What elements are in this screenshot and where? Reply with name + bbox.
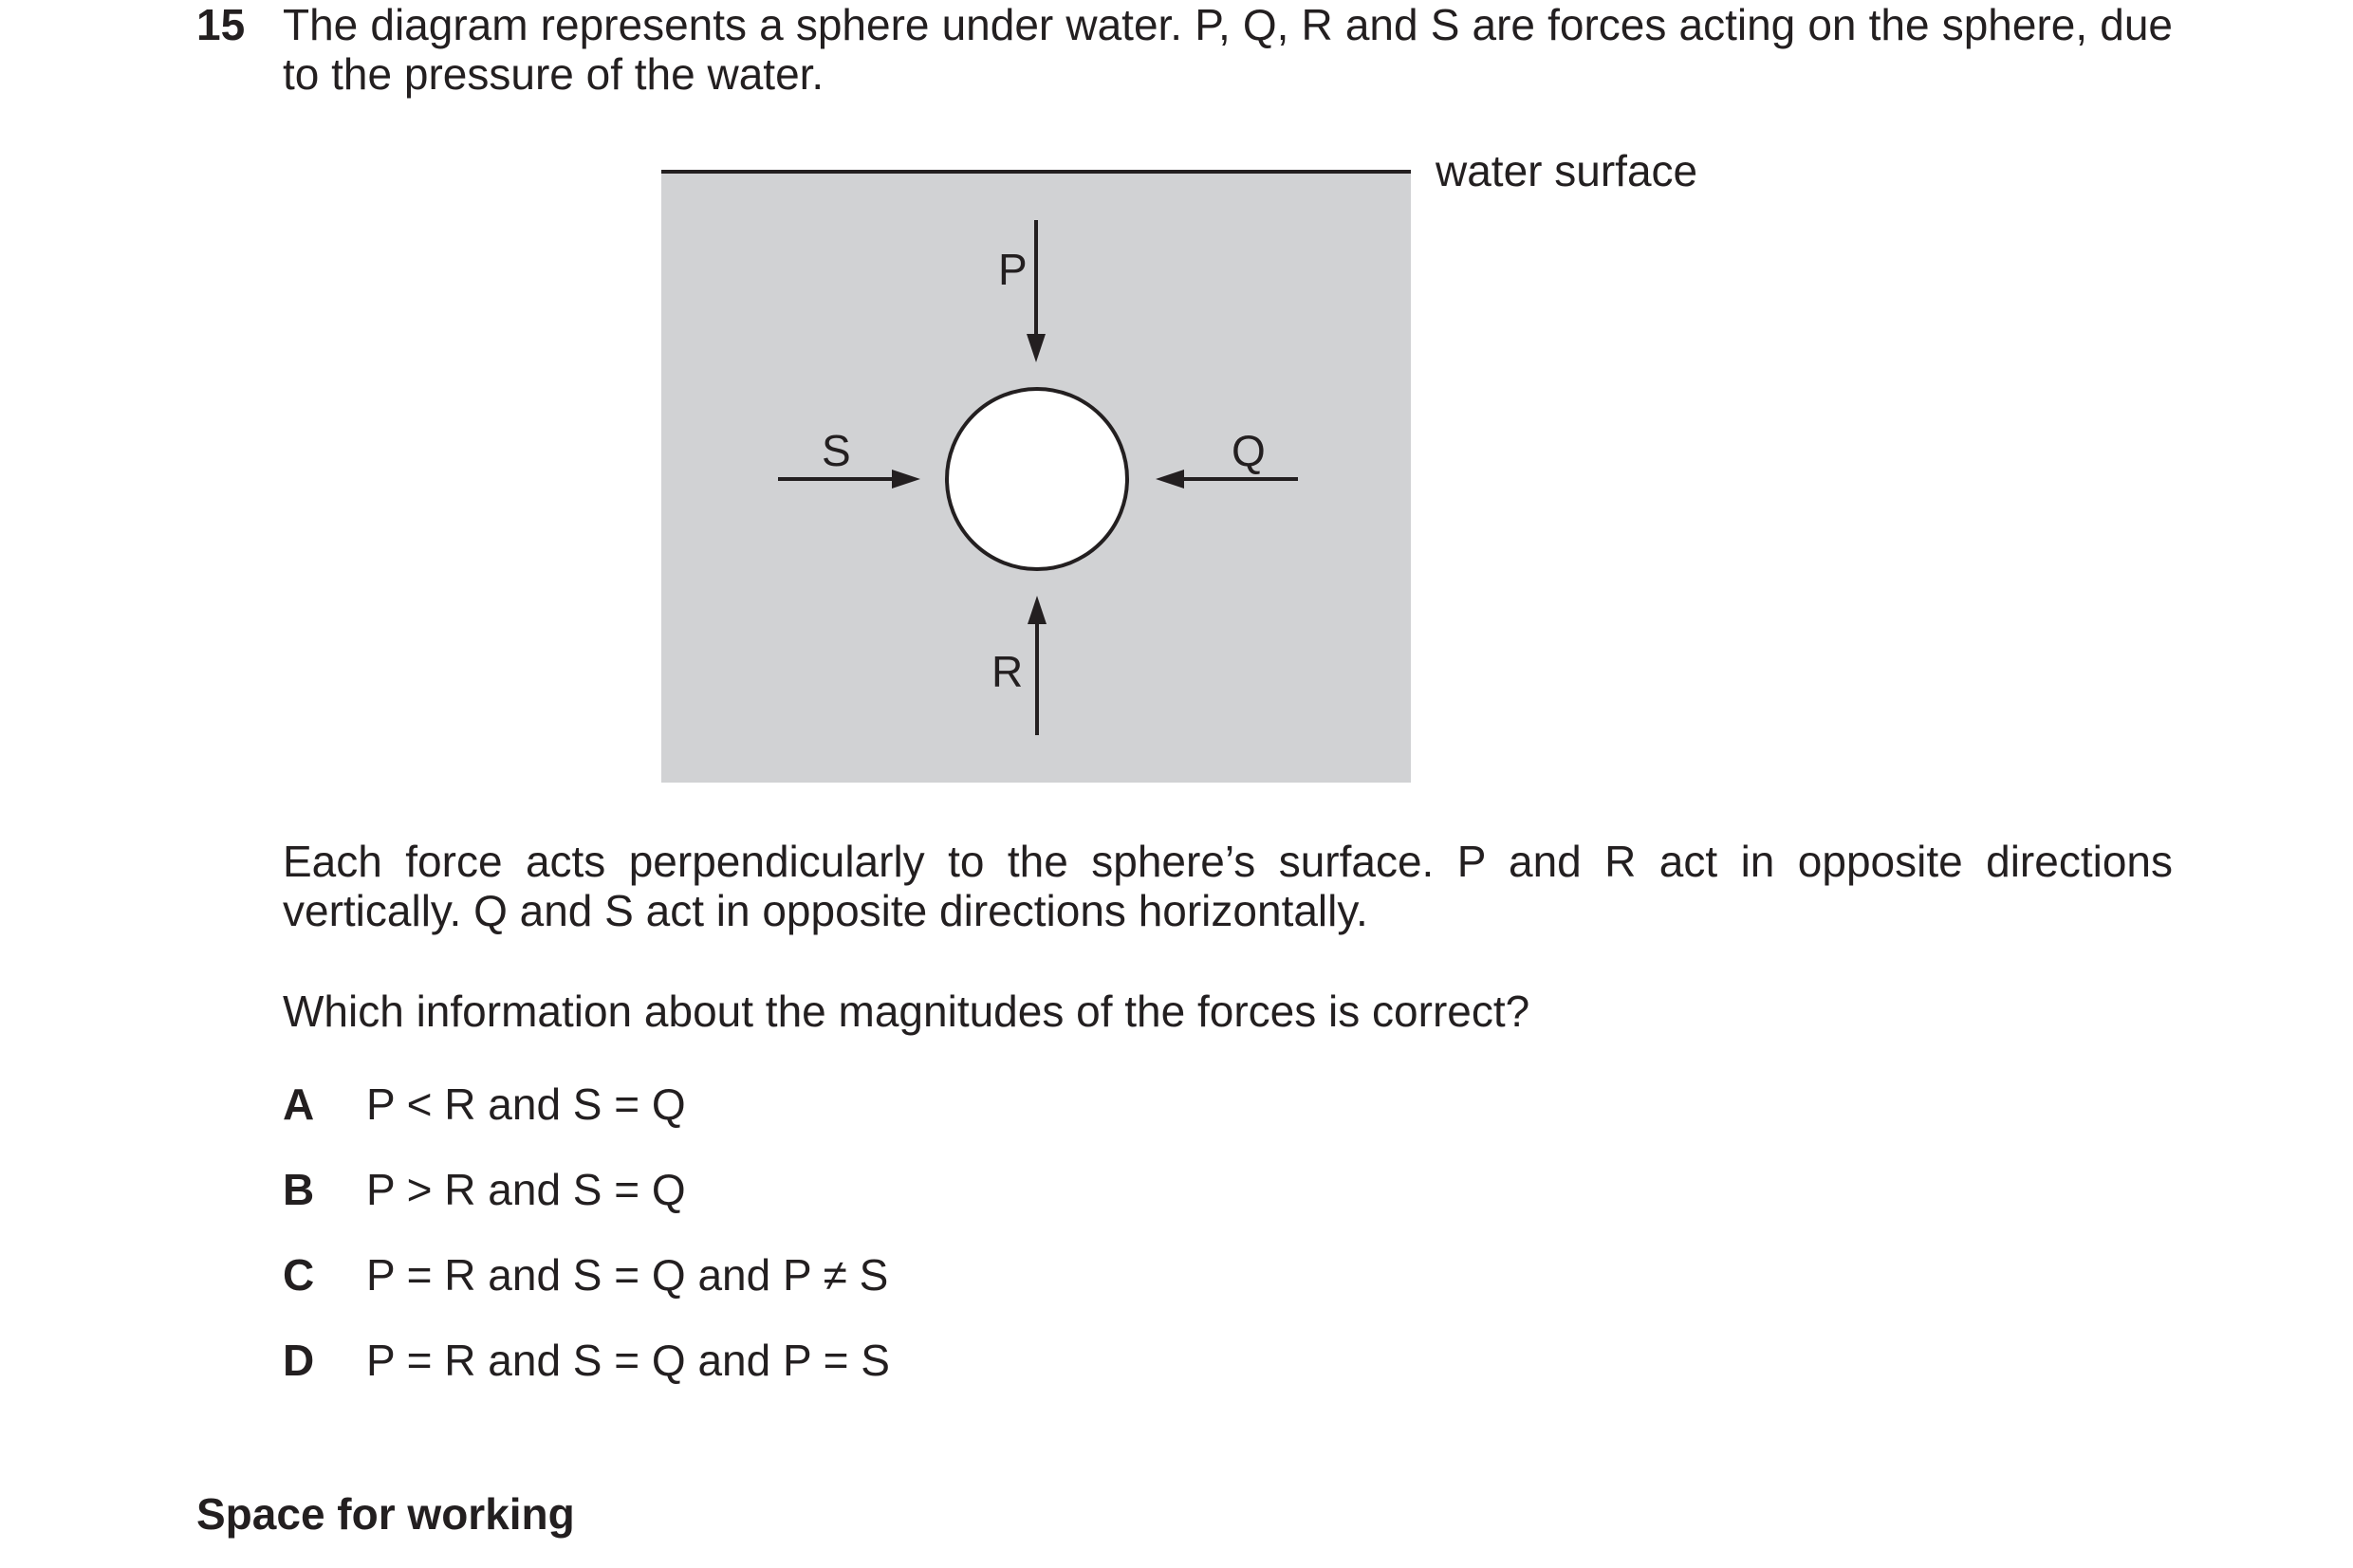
- force-r-label: R: [991, 647, 1024, 696]
- question-description: Each force acts perpendicularly to the sphere’s surface. P and R act in opposite directions vertically. Q and S act in opposite directions horizontally.: [283, 837, 2173, 935]
- option-letter: D: [283, 1336, 315, 1385]
- option-letter: A: [283, 1079, 315, 1129]
- option-a[interactable]: [283, 1079, 686, 1129]
- question-prompt: Which information about the magnitudes of the forces is correct?: [283, 987, 1530, 1036]
- sphere: [947, 389, 1127, 569]
- option-letter: C: [283, 1250, 315, 1300]
- water-surface-label: water surface: [1436, 146, 1698, 195]
- option-letter: B: [283, 1165, 315, 1214]
- option-text: P = R and S = Q and P = S: [366, 1336, 890, 1385]
- option-text: P > R and S = Q: [366, 1165, 686, 1214]
- force-s-label: S: [822, 426, 851, 475]
- option-text: P = R and S = Q and P ≠ S: [366, 1250, 889, 1300]
- option-b[interactable]: [283, 1165, 686, 1214]
- option-d[interactable]: [283, 1336, 890, 1385]
- force-q-label: Q: [1232, 426, 1266, 475]
- force-p-label: P: [998, 245, 1028, 294]
- working-space-label: Space for working: [196, 1489, 575, 1539]
- option-c[interactable]: [283, 1250, 888, 1300]
- option-text: P < R and S = Q: [366, 1079, 686, 1129]
- question-number: 15: [196, 0, 246, 49]
- question-intro: The diagram represents a sphere under water. P, Q, R and S are forces acting on the sphere, due to the pressure of the water.: [283, 0, 2173, 99]
